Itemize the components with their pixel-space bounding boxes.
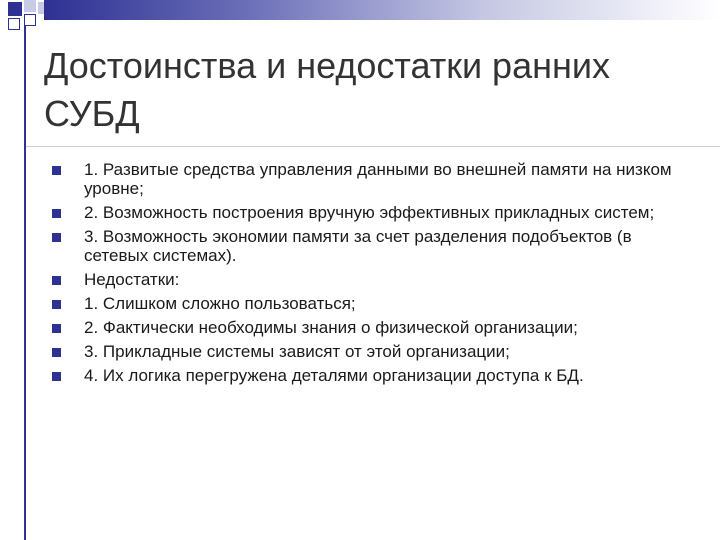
decor-square-2 [24, 0, 36, 12]
bullet-text: 1. Развитые средства управления данными во внешней памяти на низком уровне; [84, 160, 672, 198]
bullet-item [48, 318, 688, 337]
left-accent-line [24, 26, 26, 540]
bullet-square-icon [52, 166, 61, 175]
bullet-square-icon [52, 324, 61, 333]
bullet-square-icon [52, 372, 61, 381]
bullet-item [48, 270, 688, 289]
bullet-item [48, 294, 688, 313]
decor-square-3 [24, 14, 36, 26]
bullet-list [48, 160, 688, 390]
bullet-text: 3. Прикладные системы зависят от этой организации; [84, 342, 510, 361]
bullet-text: 3. Возможность экономии памяти за счет разделения подобъектов (в сетевых системах). [84, 227, 632, 265]
bullet-item [48, 160, 688, 198]
bullet-text: 4. Их логика перегружена деталями организации доступа к БД. [84, 366, 584, 385]
bullet-text: 2. Фактически необходимы знания о физической организации; [84, 318, 578, 337]
bullet-text: 1. Слишком сложно пользоваться; [84, 294, 356, 313]
title-divider [24, 146, 720, 147]
bullet-text: Недостатки: [84, 270, 180, 289]
bullet-square-icon [52, 348, 61, 357]
header-gradient-bar [44, 0, 720, 20]
decor-square-1 [8, 2, 22, 16]
bullet-square-icon [52, 233, 61, 242]
decor-square-5 [8, 18, 20, 30]
bullet-square-icon [52, 276, 61, 285]
bullet-item [48, 342, 688, 361]
bullet-item [48, 366, 688, 385]
bullet-text: 2. Возможность построения вручную эффективных прикладных систем; [84, 203, 655, 222]
bullet-item [48, 227, 688, 265]
slide-title: Достоинства и недостатки ранних СУБД [44, 45, 610, 134]
bullet-square-icon [52, 209, 61, 218]
bullet-item [48, 203, 688, 222]
bullet-square-icon [52, 300, 61, 309]
